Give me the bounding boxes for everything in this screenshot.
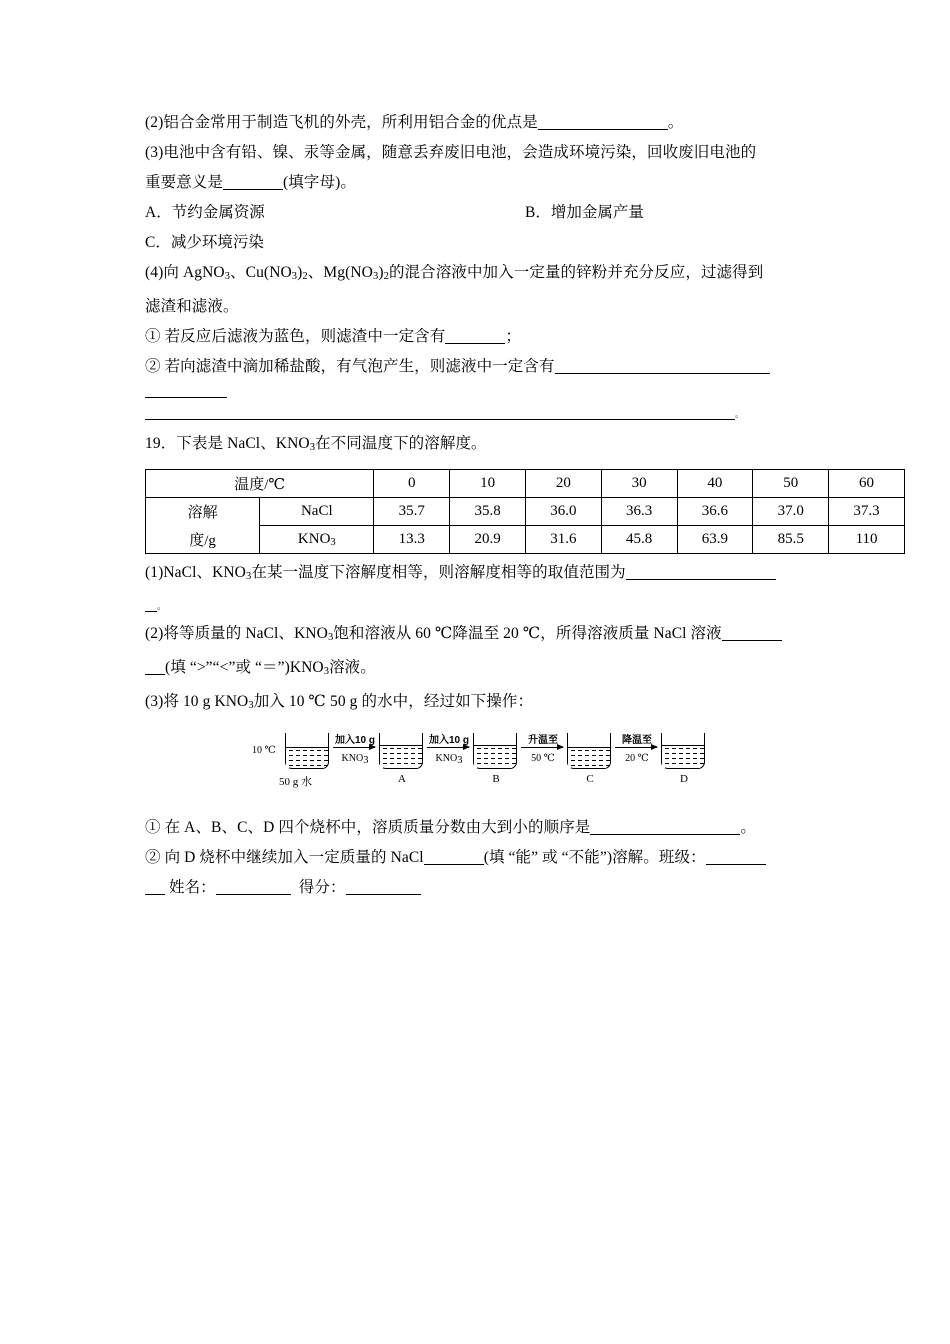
q19-sub2-pre: ② 向 D 烧杯中继续加入一定质量的 NaCl <box>145 849 424 866</box>
arrow-2-top-label: 加入10 g <box>428 735 469 746</box>
cell-kno3-10: 20.9 <box>450 526 526 554</box>
arrow-4-bottom-label: 20 ℃ <box>625 753 649 764</box>
cell-nacl-0: 35.7 <box>374 498 450 526</box>
q19-stem-post: 在不同温度下的溶解度。 <box>315 435 487 452</box>
subscript-2: 2 <box>383 271 389 282</box>
name-label: 姓名： <box>168 879 216 896</box>
q19-sub1-post: 。 <box>740 819 756 836</box>
q19-item3-post: 加入 10 ℃ 50 g 的水中，经过如下操作： <box>253 693 534 710</box>
q18-item4-d: ) <box>378 264 384 281</box>
question-18-item-4-answer-line <box>145 398 865 429</box>
cell-kno3-20: 31.6 <box>525 526 601 554</box>
beaker-a-label: A <box>398 773 406 785</box>
q18-item3-suffix: (填字母)。 <box>283 174 356 191</box>
subscript-2: 2 <box>302 271 308 282</box>
table-header-temp-60: 60 <box>829 470 905 498</box>
table-rowgroup-label-line1: 溶解 <box>146 498 260 526</box>
answer-blank[interactable] <box>145 406 735 420</box>
question-18-item-3-line-2 <box>145 168 865 198</box>
arrow-2-bottom-label <box>424 753 474 766</box>
choice-c[interactable]: C．减少环境污染 <box>145 234 264 251</box>
q18-item4-c: 、Mg(NO <box>307 264 373 281</box>
table-header-temp-30: 30 <box>601 470 677 498</box>
subscript-3: 3 <box>291 271 298 282</box>
choice-a[interactable]: A．节约金属资源 <box>145 204 265 221</box>
subscript-3: 3 <box>245 571 252 582</box>
q19-sub1-pre: ① 在 A、B、C、D 四个烧杯中，溶质质量分数由大到小的顺序是 <box>145 819 591 836</box>
process-arrow-2 <box>427 747 469 748</box>
answer-blank[interactable] <box>590 820 740 835</box>
table-header-temp-20: 20 <box>525 470 601 498</box>
beaker-d <box>661 733 707 785</box>
answer-blank[interactable] <box>555 359 770 374</box>
beaker-c-label: C <box>586 773 594 785</box>
beaker-b <box>473 733 519 785</box>
subscript-3: 3 <box>323 666 330 677</box>
process-arrow-3 <box>521 747 563 748</box>
cell-kno3-60: 110 <box>829 526 905 554</box>
table-row-nacl <box>146 498 905 526</box>
arrow-1-top-label: 加入10 g <box>334 735 375 746</box>
question-19-item-2-cont <box>145 653 865 687</box>
score-label: 得分： <box>298 879 346 896</box>
q18-item4-end: 的混合溶液中加入一定量的锌粉并充分反应，过滤得到 <box>388 264 764 281</box>
name-blank[interactable] <box>216 880 291 895</box>
q19-stem-pre: 19．下表是 NaCl、KNO <box>145 435 310 452</box>
question-19-stem <box>145 429 865 463</box>
table-rowgroup-label-line2: 度/g <box>146 526 260 554</box>
table-row-header <box>146 470 905 498</box>
table-header-temp-10: 10 <box>450 470 526 498</box>
q19-item1-post: 在某一温度下溶解度相等，则溶解度相等的取值范围为 <box>251 564 626 581</box>
cell-kno3-0: 13.3 <box>374 526 450 554</box>
beaker-b-label: B <box>492 773 500 785</box>
q19-item2-line2-post: 溶液。 <box>329 659 376 676</box>
answer-blank[interactable] <box>538 115 668 130</box>
arrow-1-bottom-main: KNO <box>341 753 364 764</box>
process-arrow-4 <box>615 747 657 748</box>
question-18-item-4-sub-2-cont <box>145 384 865 398</box>
arrow-1-bottom-label <box>330 753 380 766</box>
question-18-choices-row-1 <box>145 198 865 228</box>
page-content <box>145 108 880 903</box>
sub1-suffix: ； <box>505 328 521 345</box>
table-row-label-kno3 <box>260 526 374 554</box>
question-18-item-4-line-1 <box>145 258 865 292</box>
cell-kno3-40: 63.9 <box>677 526 753 554</box>
cell-nacl-30: 36.3 <box>601 498 677 526</box>
question-19-item-2 <box>145 619 865 653</box>
q19-item1-pre: (1)NaCl、KNO <box>145 564 246 581</box>
beaker-d-label: D <box>680 773 688 785</box>
diagram-start-temperature: 10 ℃ <box>252 745 276 756</box>
subscript-3: 3 <box>309 442 316 453</box>
answer-blank[interactable] <box>445 329 505 344</box>
question-18-item-3-line-1: (3)电池中含有铅、镍、汞等金属，随意丢弃废旧电池，会造成环境污染，回收废旧电池的 <box>145 144 757 161</box>
answer-blank[interactable] <box>223 175 283 190</box>
question-19-item-1-cont <box>145 592 865 619</box>
cell-kno3-50: 85.5 <box>753 526 829 554</box>
process-arrow-1 <box>333 747 375 748</box>
beaker-process-diagram <box>145 729 865 807</box>
table-header-temp-0: 0 <box>374 470 450 498</box>
question-19-item-1 <box>145 558 865 592</box>
table-header-temperature: 温度/℃ <box>146 470 374 498</box>
choice-b[interactable]: B．增加金属产量 <box>525 204 644 221</box>
q18-item3-prefix: 重要意义是 <box>145 174 224 191</box>
score-blank[interactable] <box>346 880 421 895</box>
beaker-c <box>567 733 613 785</box>
cell-nacl-40: 36.6 <box>677 498 753 526</box>
q18-item4-a: 、Cu(NO <box>230 264 292 281</box>
beaker-liquid-icon <box>474 745 516 768</box>
answer-blank[interactable] <box>626 565 776 580</box>
subscript-3: 3 <box>327 632 334 643</box>
class-blank[interactable] <box>706 850 766 865</box>
q19-item3-pre: (3)将 10 g KNO <box>145 693 249 710</box>
q19-sub2-mid: (填 “能” 或 “不能”)溶解。班级： <box>483 849 706 866</box>
beaker-liquid-icon <box>662 745 704 768</box>
solubility-table <box>145 469 905 554</box>
arrow-3-bottom-label: 50 ℃ <box>531 753 555 764</box>
beaker-start <box>285 733 331 771</box>
q19-item2-line2-pre: (填 “>”“<”或 “＝”)KNO <box>165 659 324 676</box>
cell-nacl-50: 37.0 <box>753 498 829 526</box>
q18-item4-b: ) <box>297 264 303 281</box>
kno3-main: KNO <box>297 531 331 547</box>
subscript-3: 3 <box>248 700 254 711</box>
arrow-2-bottom-sub: 3 <box>457 755 463 766</box>
question-18-choices-row-2 <box>145 228 865 258</box>
answer-blank[interactable] <box>424 850 484 865</box>
q18-item2-prefix: (2)铝合金常用于制造飞机的外壳，所利用铝合金的优点是 <box>145 114 538 131</box>
beaker-liquid-icon <box>568 747 610 768</box>
diagram-start-water-label: 50 g 水 <box>279 776 312 788</box>
question-18-item-2 <box>145 108 865 138</box>
sub1-prefix: ① 若反应后滤液为蓝色，则滤渣中一定含有 <box>145 328 446 345</box>
answer-blank[interactable] <box>145 597 157 612</box>
cell-kno3-30: 45.8 <box>601 526 677 554</box>
q19-item2-pre: (2)将等质量的 NaCl、KNO <box>145 625 328 642</box>
question-18-item-4-line-2: 滤渣和滤液。 <box>145 298 239 315</box>
question-18-item-4-sub-2 <box>145 352 865 382</box>
table-header-temp-50: 50 <box>753 470 829 498</box>
table-row-kno3 <box>146 526 905 554</box>
beaker-liquid-icon <box>286 747 328 768</box>
arrow-2-bottom-main: KNO <box>435 753 458 764</box>
answer-blank[interactable] <box>722 626 782 641</box>
period-mark: 。 <box>157 601 167 611</box>
table-row-label-nacl: NaCl <box>260 498 374 526</box>
question-19-sub-2 <box>145 843 865 873</box>
question-19-item-3 <box>145 687 865 721</box>
cell-nacl-20: 36.0 <box>525 498 601 526</box>
subscript-3: 3 <box>224 271 231 282</box>
q18-item2-suffix: 。 <box>667 114 684 131</box>
beaker-liquid-icon <box>380 745 422 768</box>
q18-item4-pre: (4)向 AgNO <box>145 264 225 281</box>
class-blank-cont[interactable] <box>145 880 165 895</box>
kno3-subscript: 3 <box>330 537 336 548</box>
arrow-4-top-label: 降温至 <box>622 735 652 746</box>
arrow-3-top-label: 升温至 <box>528 735 558 746</box>
question-19-sub-1 <box>145 813 865 843</box>
cell-nacl-10: 35.8 <box>450 498 526 526</box>
table-header-temp-40: 40 <box>677 470 753 498</box>
question-18-item-4-sub-1 <box>145 322 865 352</box>
question-19-sub-2-cont <box>145 873 865 903</box>
sub2-prefix: ② 若向滤渣中滴加稀盐酸，有气泡产生，则滤液中一定含有 <box>145 358 555 375</box>
diagram-inner <box>252 729 688 807</box>
q19-item2-mid: 饱和溶液从 60 ℃降温至 20 ℃，所得溶液质量 NaCl 溶液 <box>333 625 722 642</box>
period-mark: 。 <box>735 409 745 419</box>
answer-blank[interactable] <box>145 660 165 675</box>
arrow-1-bottom-sub: 3 <box>363 755 369 766</box>
subscript-3: 3 <box>372 271 379 282</box>
beaker-a <box>379 733 425 785</box>
cell-nacl-60: 37.3 <box>829 498 905 526</box>
answer-blank[interactable] <box>145 384 227 398</box>
